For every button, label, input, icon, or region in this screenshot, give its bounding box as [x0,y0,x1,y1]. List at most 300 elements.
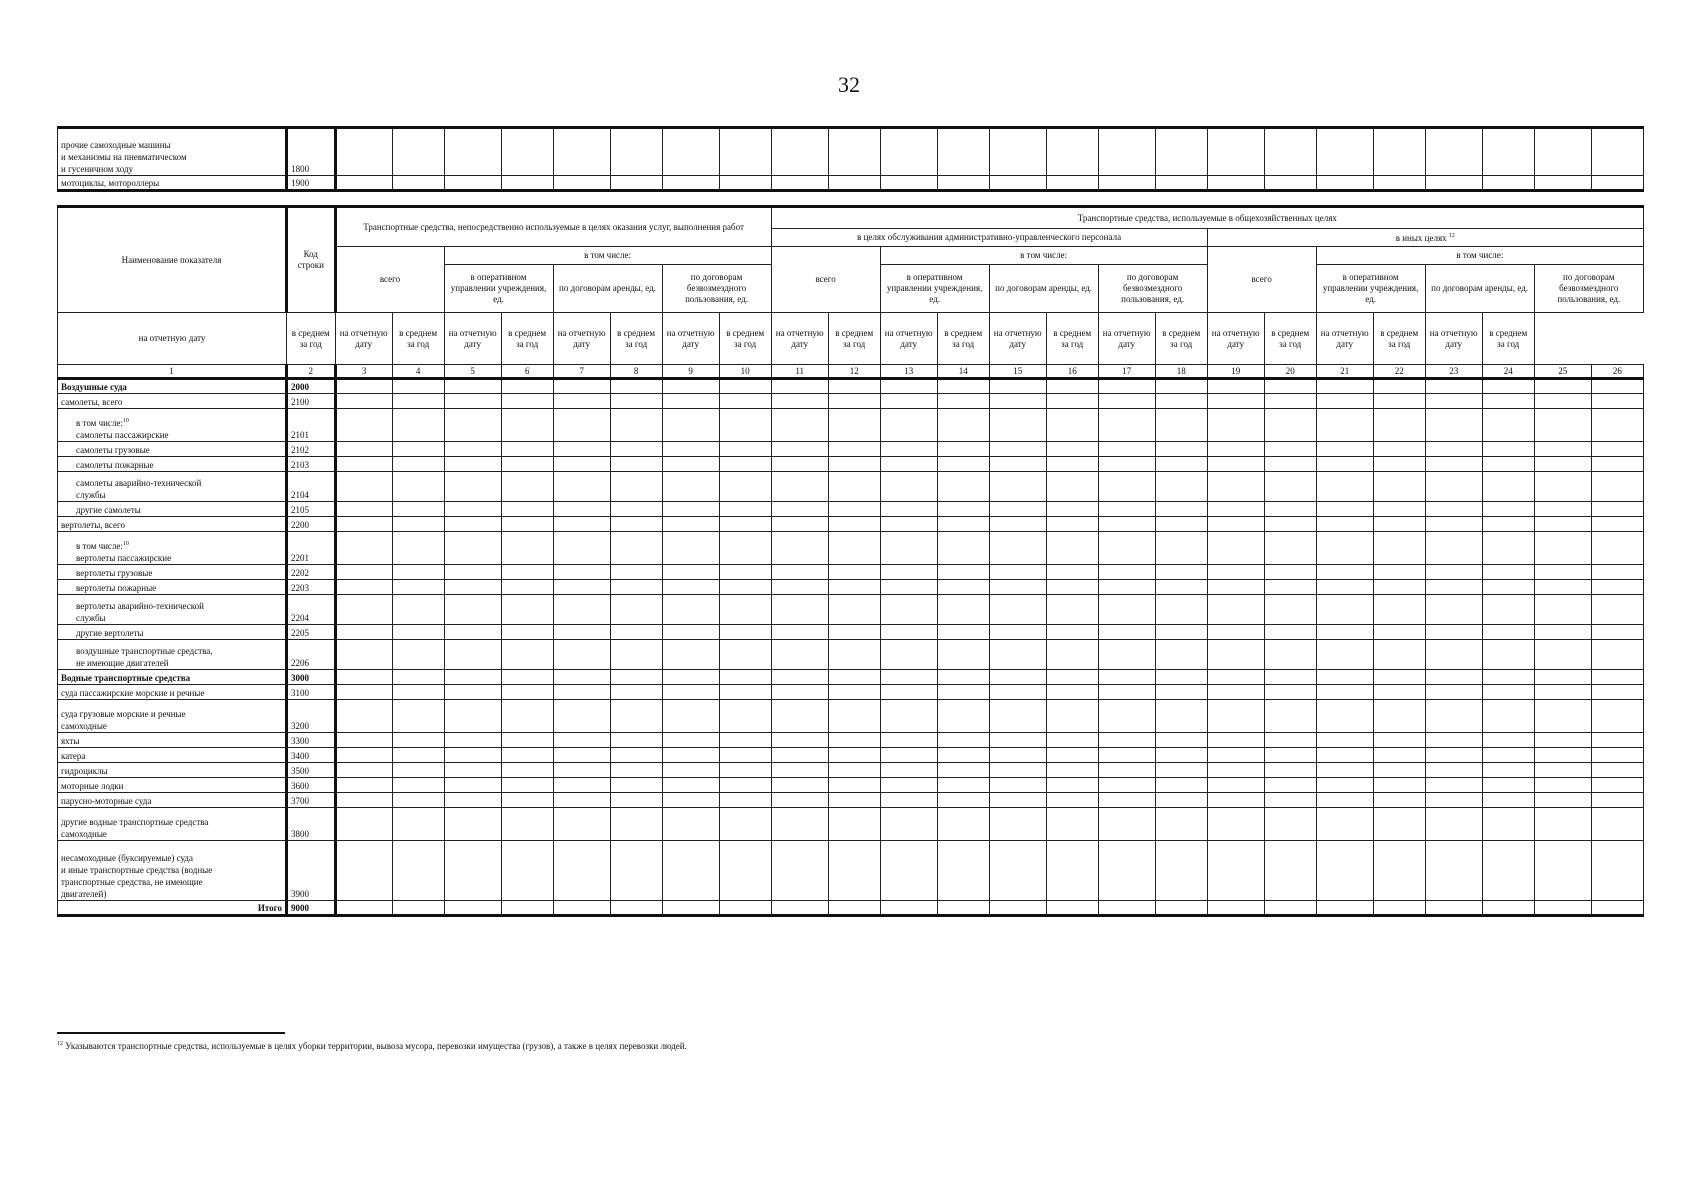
data-cell[interactable] [1264,625,1316,640]
data-cell[interactable] [553,502,610,517]
data-cell[interactable] [880,793,937,808]
data-cell[interactable] [1591,176,1643,191]
data-cell[interactable] [335,457,392,472]
data-cell[interactable] [1316,442,1373,457]
data-cell[interactable] [501,176,553,191]
data-cell[interactable] [1155,502,1207,517]
data-cell[interactable] [1207,176,1264,191]
data-cell[interactable] [1155,808,1207,841]
data-cell[interactable] [610,128,662,176]
data-cell[interactable] [937,532,989,565]
data-cell[interactable] [1373,793,1425,808]
data-cell[interactable] [662,841,719,901]
data-cell[interactable] [553,517,610,532]
data-cell[interactable] [989,625,1046,640]
data-cell[interactable] [444,532,501,565]
data-cell[interactable] [989,763,1046,778]
data-cell[interactable] [335,640,392,670]
data-cell[interactable] [392,700,444,733]
data-cell[interactable] [1591,763,1643,778]
data-cell[interactable] [1534,901,1591,916]
data-cell[interactable] [989,394,1046,409]
data-cell[interactable] [444,841,501,901]
data-cell[interactable] [1373,640,1425,670]
data-cell[interactable] [1207,379,1264,394]
data-cell[interactable] [1155,670,1207,685]
data-cell[interactable] [610,733,662,748]
data-cell[interactable] [335,394,392,409]
data-cell[interactable] [1534,176,1591,191]
data-cell[interactable] [1425,565,1482,580]
data-cell[interactable] [335,901,392,916]
data-cell[interactable] [1591,733,1643,748]
data-cell[interactable] [501,748,553,763]
data-cell[interactable] [1482,595,1534,625]
data-cell[interactable] [828,808,880,841]
data-cell[interactable] [719,409,771,442]
data-cell[interactable] [1098,763,1155,778]
data-cell[interactable] [1046,748,1098,763]
data-cell[interactable] [1046,625,1098,640]
data-cell[interactable] [989,176,1046,191]
data-cell[interactable] [1316,580,1373,595]
data-cell[interactable] [771,700,828,733]
data-cell[interactable] [1534,502,1591,517]
data-cell[interactable] [1046,457,1098,472]
data-cell[interactable] [828,394,880,409]
data-cell[interactable] [1591,532,1643,565]
data-cell[interactable] [1098,442,1155,457]
data-cell[interactable] [937,394,989,409]
data-cell[interactable] [1373,409,1425,442]
data-cell[interactable] [828,457,880,472]
data-cell[interactable] [1207,409,1264,442]
data-cell[interactable] [610,442,662,457]
data-cell[interactable] [501,625,553,640]
data-cell[interactable] [1534,128,1591,176]
data-cell[interactable] [610,841,662,901]
data-cell[interactable] [828,442,880,457]
data-cell[interactable] [501,457,553,472]
data-cell[interactable] [1534,625,1591,640]
data-cell[interactable] [1207,472,1264,502]
data-cell[interactable] [1316,685,1373,700]
data-cell[interactable] [828,128,880,176]
data-cell[interactable] [828,595,880,625]
data-cell[interactable] [937,409,989,442]
data-cell[interactable] [501,901,553,916]
data-cell[interactable] [937,901,989,916]
data-cell[interactable] [1207,595,1264,625]
data-cell[interactable] [771,457,828,472]
data-cell[interactable] [610,670,662,685]
data-cell[interactable] [1534,517,1591,532]
data-cell[interactable] [771,901,828,916]
data-cell[interactable] [828,517,880,532]
data-cell[interactable] [1264,733,1316,748]
data-cell[interactable] [719,793,771,808]
data-cell[interactable] [989,595,1046,625]
data-cell[interactable] [989,700,1046,733]
data-cell[interactable] [1425,748,1482,763]
data-cell[interactable] [828,625,880,640]
data-cell[interactable] [1098,502,1155,517]
data-cell[interactable] [1373,625,1425,640]
data-cell[interactable] [553,685,610,700]
data-cell[interactable] [444,457,501,472]
data-cell[interactable] [444,409,501,442]
data-cell[interactable] [335,580,392,595]
data-cell[interactable] [335,532,392,565]
data-cell[interactable] [1155,625,1207,640]
data-cell[interactable] [989,733,1046,748]
data-cell[interactable] [444,808,501,841]
data-cell[interactable] [1264,517,1316,532]
data-cell[interactable] [880,901,937,916]
data-cell[interactable] [1046,502,1098,517]
data-cell[interactable] [1155,565,1207,580]
data-cell[interactable] [392,748,444,763]
data-cell[interactable] [335,763,392,778]
data-cell[interactable] [1425,472,1482,502]
data-cell[interactable] [1482,457,1534,472]
data-cell[interactable] [1046,640,1098,670]
data-cell[interactable] [989,670,1046,685]
data-cell[interactable] [1425,841,1482,901]
data-cell[interactable] [610,748,662,763]
data-cell[interactable] [719,394,771,409]
data-cell[interactable] [1425,733,1482,748]
data-cell[interactable] [1482,409,1534,442]
data-cell[interactable] [1373,379,1425,394]
data-cell[interactable] [553,472,610,502]
data-cell[interactable] [335,625,392,640]
data-cell[interactable] [662,394,719,409]
data-cell[interactable] [1425,409,1482,442]
data-cell[interactable] [335,517,392,532]
data-cell[interactable] [1155,778,1207,793]
data-cell[interactable] [1373,748,1425,763]
data-cell[interactable] [662,565,719,580]
data-cell[interactable] [719,457,771,472]
data-cell[interactable] [880,128,937,176]
data-cell[interactable] [610,457,662,472]
data-cell[interactable] [1534,808,1591,841]
data-cell[interactable] [1264,700,1316,733]
data-cell[interactable] [1482,565,1534,580]
data-cell[interactable] [1264,394,1316,409]
data-cell[interactable] [880,763,937,778]
data-cell[interactable] [719,379,771,394]
data-cell[interactable] [771,808,828,841]
data-cell[interactable] [1098,733,1155,748]
data-cell[interactable] [989,409,1046,442]
data-cell[interactable] [828,793,880,808]
data-cell[interactable] [1373,532,1425,565]
data-cell[interactable] [937,685,989,700]
data-cell[interactable] [937,580,989,595]
data-cell[interactable] [610,502,662,517]
data-cell[interactable] [1155,685,1207,700]
data-cell[interactable] [553,901,610,916]
data-cell[interactable] [553,763,610,778]
data-cell[interactable] [771,793,828,808]
data-cell[interactable] [662,379,719,394]
data-cell[interactable] [719,580,771,595]
data-cell[interactable] [719,625,771,640]
data-cell[interactable] [1534,532,1591,565]
data-cell[interactable] [1264,763,1316,778]
data-cell[interactable] [937,128,989,176]
data-cell[interactable] [662,670,719,685]
data-cell[interactable] [1534,457,1591,472]
data-cell[interactable] [1425,580,1482,595]
data-cell[interactable] [444,685,501,700]
data-cell[interactable] [1591,670,1643,685]
data-cell[interactable] [501,778,553,793]
data-cell[interactable] [1373,517,1425,532]
data-cell[interactable] [662,733,719,748]
data-cell[interactable] [828,733,880,748]
data-cell[interactable] [1534,565,1591,580]
data-cell[interactable] [1425,778,1482,793]
data-cell[interactable] [1373,472,1425,502]
data-cell[interactable] [1425,394,1482,409]
data-cell[interactable] [880,625,937,640]
data-cell[interactable] [1373,841,1425,901]
data-cell[interactable] [937,517,989,532]
data-cell[interactable] [1207,625,1264,640]
data-cell[interactable] [662,625,719,640]
data-cell[interactable] [719,128,771,176]
data-cell[interactable] [501,733,553,748]
data-cell[interactable] [553,442,610,457]
data-cell[interactable] [1264,901,1316,916]
data-cell[interactable] [771,841,828,901]
data-cell[interactable] [392,394,444,409]
data-cell[interactable] [1482,379,1534,394]
data-cell[interactable] [828,700,880,733]
data-cell[interactable] [1207,793,1264,808]
data-cell[interactable] [553,700,610,733]
data-cell[interactable] [1046,901,1098,916]
data-cell[interactable] [444,442,501,457]
data-cell[interactable] [880,532,937,565]
data-cell[interactable] [1316,670,1373,685]
data-cell[interactable] [1046,763,1098,778]
data-cell[interactable] [989,580,1046,595]
data-cell[interactable] [1482,580,1534,595]
data-cell[interactable] [1591,472,1643,502]
data-cell[interactable] [1482,901,1534,916]
data-cell[interactable] [1373,580,1425,595]
data-cell[interactable] [610,517,662,532]
data-cell[interactable] [1425,502,1482,517]
data-cell[interactable] [1534,733,1591,748]
data-cell[interactable] [1207,808,1264,841]
data-cell[interactable] [662,176,719,191]
data-cell[interactable] [1264,595,1316,625]
data-cell[interactable] [1591,793,1643,808]
data-cell[interactable] [1264,128,1316,176]
data-cell[interactable] [771,394,828,409]
data-cell[interactable] [1534,394,1591,409]
data-cell[interactable] [1316,517,1373,532]
data-cell[interactable] [610,580,662,595]
data-cell[interactable] [1591,580,1643,595]
data-cell[interactable] [553,379,610,394]
data-cell[interactable] [1373,457,1425,472]
data-cell[interactable] [880,580,937,595]
data-cell[interactable] [1534,409,1591,442]
data-cell[interactable] [880,685,937,700]
data-cell[interactable] [662,472,719,502]
data-cell[interactable] [392,457,444,472]
data-cell[interactable] [1264,685,1316,700]
data-cell[interactable] [1316,778,1373,793]
data-cell[interactable] [1155,442,1207,457]
data-cell[interactable] [610,379,662,394]
data-cell[interactable] [1482,841,1534,901]
data-cell[interactable] [1373,176,1425,191]
data-cell[interactable] [662,502,719,517]
data-cell[interactable] [444,625,501,640]
data-cell[interactable] [335,808,392,841]
data-cell[interactable] [501,595,553,625]
data-cell[interactable] [392,763,444,778]
data-cell[interactable] [1316,763,1373,778]
data-cell[interactable] [1534,793,1591,808]
data-cell[interactable] [1316,176,1373,191]
data-cell[interactable] [1264,841,1316,901]
data-cell[interactable] [1207,670,1264,685]
data-cell[interactable] [937,595,989,625]
data-cell[interactable] [828,685,880,700]
data-cell[interactable] [771,532,828,565]
data-cell[interactable] [828,748,880,763]
data-cell[interactable] [1046,700,1098,733]
data-cell[interactable] [989,901,1046,916]
data-cell[interactable] [335,793,392,808]
data-cell[interactable] [610,595,662,625]
data-cell[interactable] [1482,502,1534,517]
data-cell[interactable] [392,625,444,640]
data-cell[interactable] [1264,793,1316,808]
data-cell[interactable] [1373,733,1425,748]
data-cell[interactable] [553,733,610,748]
data-cell[interactable] [501,394,553,409]
data-cell[interactable] [501,472,553,502]
data-cell[interactable] [1482,394,1534,409]
data-cell[interactable] [937,700,989,733]
data-cell[interactable] [392,901,444,916]
data-cell[interactable] [444,176,501,191]
data-cell[interactable] [1155,748,1207,763]
data-cell[interactable] [989,841,1046,901]
data-cell[interactable] [1316,640,1373,670]
data-cell[interactable] [880,748,937,763]
data-cell[interactable] [1425,176,1482,191]
data-cell[interactable] [1098,901,1155,916]
data-cell[interactable] [1098,748,1155,763]
data-cell[interactable] [392,808,444,841]
data-cell[interactable] [989,517,1046,532]
data-cell[interactable] [335,778,392,793]
data-cell[interactable] [1482,700,1534,733]
data-cell[interactable] [1098,640,1155,670]
data-cell[interactable] [1098,532,1155,565]
data-cell[interactable] [989,532,1046,565]
data-cell[interactable] [1425,763,1482,778]
data-cell[interactable] [392,793,444,808]
data-cell[interactable] [335,841,392,901]
data-cell[interactable] [1482,128,1534,176]
data-cell[interactable] [719,502,771,517]
data-cell[interactable] [1316,793,1373,808]
data-cell[interactable] [719,670,771,685]
data-cell[interactable] [610,793,662,808]
data-cell[interactable] [989,640,1046,670]
data-cell[interactable] [553,580,610,595]
data-cell[interactable] [1373,700,1425,733]
data-cell[interactable] [1316,502,1373,517]
data-cell[interactable] [1046,176,1098,191]
data-cell[interactable] [1207,748,1264,763]
data-cell[interactable] [1534,841,1591,901]
data-cell[interactable] [1591,457,1643,472]
data-cell[interactable] [1482,640,1534,670]
data-cell[interactable] [1155,793,1207,808]
data-cell[interactable] [1207,580,1264,595]
data-cell[interactable] [1591,808,1643,841]
data-cell[interactable] [880,640,937,670]
data-cell[interactable] [1425,379,1482,394]
data-cell[interactable] [937,379,989,394]
data-cell[interactable] [1155,841,1207,901]
data-cell[interactable] [553,532,610,565]
data-cell[interactable] [719,778,771,793]
data-cell[interactable] [1591,901,1643,916]
data-cell[interactable] [1207,700,1264,733]
data-cell[interactable] [1207,457,1264,472]
data-cell[interactable] [392,176,444,191]
data-cell[interactable] [771,176,828,191]
data-cell[interactable] [719,685,771,700]
data-cell[interactable] [501,808,553,841]
data-cell[interactable] [1155,379,1207,394]
data-cell[interactable] [828,472,880,502]
data-cell[interactable] [1046,394,1098,409]
data-cell[interactable] [880,733,937,748]
data-cell[interactable] [610,685,662,700]
data-cell[interactable] [1591,517,1643,532]
data-cell[interactable] [662,517,719,532]
data-cell[interactable] [880,442,937,457]
data-cell[interactable] [1373,901,1425,916]
data-cell[interactable] [937,472,989,502]
data-cell[interactable] [1264,532,1316,565]
data-cell[interactable] [662,409,719,442]
data-cell[interactable] [719,808,771,841]
data-cell[interactable] [335,565,392,580]
data-cell[interactable] [553,176,610,191]
data-cell[interactable] [1046,670,1098,685]
data-cell[interactable] [553,409,610,442]
data-cell[interactable] [1425,670,1482,685]
data-cell[interactable] [719,565,771,580]
data-cell[interactable] [501,580,553,595]
data-cell[interactable] [1482,670,1534,685]
